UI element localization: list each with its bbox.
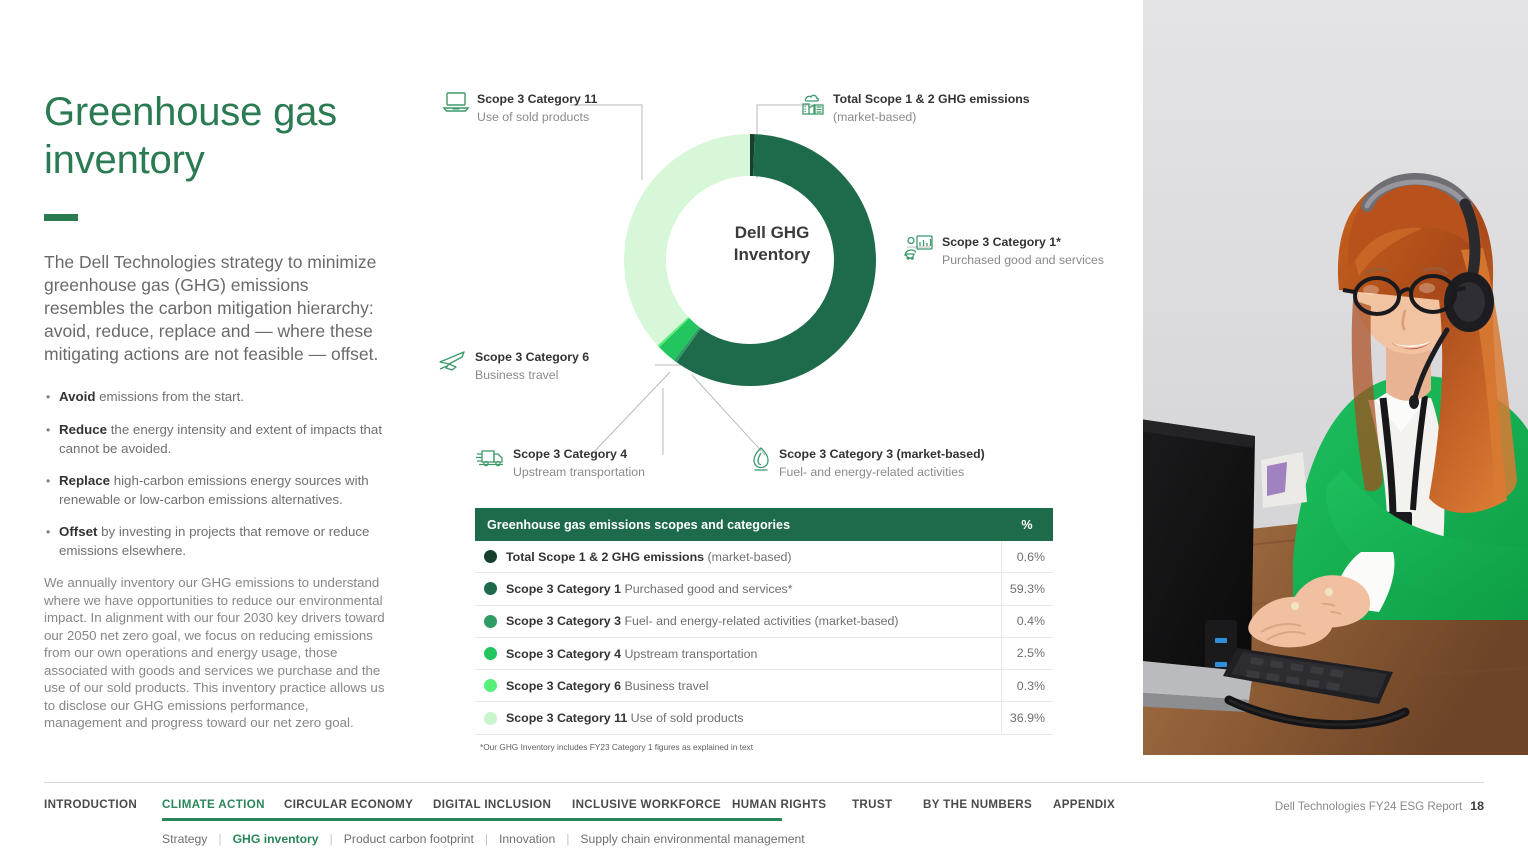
truck-icon xyxy=(476,446,506,475)
page-number: 18 xyxy=(1470,799,1484,813)
legend-swatch xyxy=(484,582,497,595)
table-cell-label: Total Scope 1 & 2 GHG emissions (market-based) xyxy=(506,549,792,564)
nav-inclusive-workforce[interactable]: INCLUSIVE WORKFORCE xyxy=(572,798,721,811)
flame-icon xyxy=(750,446,772,477)
list-item-body: by investing in projects that remove or reduce emissions elsewhere. xyxy=(59,524,370,558)
table-cell-label: Scope 3 Category 11 Use of sold products xyxy=(506,711,744,726)
table-cell-percent: 36.9% xyxy=(1001,702,1053,734)
callout-title: Scope 3 Category 4 xyxy=(513,447,628,461)
ghg-donut-chart xyxy=(420,70,1120,490)
table-cell-percent: 0.6% xyxy=(1001,541,1053,573)
subnav-separator: | xyxy=(218,832,222,846)
callout-scope3-cat1 xyxy=(903,233,1104,269)
table-cell-percent: 59.3% xyxy=(1001,573,1053,605)
subnav-ghg-inventory[interactable]: GHG inventory xyxy=(232,832,319,846)
subnav-supply-chain[interactable]: Supply chain environmental management xyxy=(580,832,805,846)
list-item xyxy=(44,421,389,458)
list-item-body: emissions from the start. xyxy=(95,389,244,404)
intro-paragraph: The Dell Technologies strategy to minimize greenhouse gas (GHG) emissions resembles the carbon mitigation hierarchy: avoid, reduce, replace and — where these mitigating actions are not feasible — offset. xyxy=(44,252,379,364)
table-header-row xyxy=(475,508,1053,541)
ghg-emissions-table xyxy=(475,508,1053,735)
table-header-percent: % xyxy=(1021,517,1033,532)
table-cell-percent: 0.4% xyxy=(1001,605,1053,637)
nav-human-rights[interactable]: HUMAN RIGHTS xyxy=(732,798,827,811)
bullet-marker-icon: • xyxy=(46,423,51,437)
list-item-text xyxy=(59,388,244,407)
donut-center-label xyxy=(712,222,832,266)
nav-circular-economy[interactable]: CIRCULAR ECONOMY xyxy=(284,798,414,811)
legend-swatch xyxy=(484,679,497,692)
list-item-text xyxy=(59,421,389,458)
nav-appendix[interactable]: APPENDIX xyxy=(1053,798,1116,811)
list-item xyxy=(44,472,389,509)
callout-scope3-cat11 xyxy=(442,90,597,126)
subnav-innovation[interactable]: Innovation xyxy=(499,832,556,846)
table-cell-percent: 0.3% xyxy=(1001,670,1053,702)
callout-title: Scope 3 Category 11 xyxy=(477,92,598,106)
page-title: Greenhouse gas inventory xyxy=(44,90,337,182)
callout-title: Total Scope 1 & 2 GHG emissions xyxy=(833,92,1030,106)
list-item-text xyxy=(59,523,389,560)
donut-center-line2: Inventory xyxy=(733,245,811,264)
table-row xyxy=(475,541,1053,573)
legend-swatch xyxy=(484,647,497,660)
callout-scope3-cat6 xyxy=(438,348,589,384)
mitigation-hierarchy-list xyxy=(44,388,389,560)
callout-subtitle: Business travel xyxy=(475,368,559,382)
table-cell-label: Scope 3 Category 3 Fuel- and energy-related activities (market-based) xyxy=(506,614,899,629)
nav-digital-inclusion[interactable]: DIGITAL INCLUSION xyxy=(433,798,552,811)
list-item-body: the energy intensity and extent of impacts that cannot be avoided. xyxy=(59,422,383,456)
body-paragraph: We annually inventory our GHG emissions to understand where we have opportunities to reduce our environmental impact. In alignment with our four 2030 key drivers toward our 2050 net zero goal, we focus on reducing emissions from our own operations and energy usage, those associated with goods and services we purchase and the use of our sold products. This inventory practice allows us to disclose our GHG emissions performance, management and progress toward our net zero goal. xyxy=(44,575,385,730)
factory-icon xyxy=(800,91,826,121)
hero-photo xyxy=(1143,0,1528,755)
subnav-separator: | xyxy=(484,832,488,846)
airplane-icon xyxy=(438,349,468,378)
laptop-icon xyxy=(442,91,470,118)
donut-center-line1: Dell GHG xyxy=(734,223,810,242)
callout-subtitle: Upstream transportation xyxy=(513,465,645,479)
left-content-column xyxy=(44,88,389,732)
sub-nav xyxy=(162,830,805,848)
callout-scope3-cat3 xyxy=(750,445,985,481)
table-cell-label: Scope 3 Category 1 Purchased good and services* xyxy=(506,581,793,596)
list-item-term: Replace xyxy=(59,473,110,488)
subnav-product-carbon-footprint[interactable]: Product carbon footprint xyxy=(343,832,474,846)
legend-swatch xyxy=(484,615,497,628)
subnav-strategy[interactable]: Strategy xyxy=(162,832,208,846)
list-item-body: high-carbon emissions energy sources with renewable or low-carbon emissions alternatives. xyxy=(59,473,369,507)
table-header-categories: Greenhouse gas emissions scopes and categories xyxy=(487,517,791,532)
bullet-marker-icon: • xyxy=(46,474,51,488)
callout-subtitle: Use of sold products xyxy=(477,110,590,124)
list-item-term: Offset xyxy=(59,524,98,539)
callout-total-scope12 xyxy=(800,90,1030,126)
table-row xyxy=(475,638,1053,670)
page-meta xyxy=(1275,799,1484,813)
footer-divider xyxy=(44,782,1484,783)
cart-screen-icon xyxy=(903,234,935,265)
donut-chart-svg xyxy=(420,70,1120,490)
list-item xyxy=(44,523,389,560)
legend-swatch xyxy=(484,712,497,725)
callout-title: Scope 3 Category 3 (market-based) xyxy=(779,447,985,461)
list-item-term: Avoid xyxy=(59,389,96,404)
photo-illustration xyxy=(1143,0,1528,755)
nav-active-underline xyxy=(162,818,782,821)
table-cell-percent: 2.5% xyxy=(1001,637,1053,669)
table-cell-label: Scope 3 Category 4 Upstream transportation xyxy=(506,646,758,661)
callout-subtitle: Fuel- and energy-related activities xyxy=(779,465,965,479)
title-divider xyxy=(44,214,78,221)
nav-trust[interactable]: TRUST xyxy=(852,798,893,811)
callout-title: Scope 3 Category 6 xyxy=(475,350,590,364)
bullet-marker-icon: • xyxy=(46,525,51,539)
list-item-text xyxy=(59,472,389,509)
table-row xyxy=(475,606,1053,638)
callout-title: Scope 3 Category 1* xyxy=(942,235,1061,249)
subnav-separator: | xyxy=(329,832,333,846)
list-item xyxy=(44,388,389,407)
nav-introduction[interactable]: INTRODUCTION xyxy=(44,798,138,811)
list-item-term: Reduce xyxy=(59,422,108,437)
nav-climate-action[interactable]: CLIMATE ACTION xyxy=(162,798,265,811)
table-cell-label: Scope 3 Category 6 Business travel xyxy=(506,678,709,693)
callout-scope3-cat4 xyxy=(476,445,645,481)
bullet-marker-icon: • xyxy=(46,390,51,404)
nav-by-the-numbers[interactable]: BY THE NUMBERS xyxy=(923,798,1033,811)
callout-subtitle: Purchased good and services xyxy=(942,253,1105,267)
table-row xyxy=(475,573,1053,605)
subnav-separator: | xyxy=(566,832,570,846)
legend-swatch xyxy=(484,550,497,563)
section-nav xyxy=(44,798,1144,818)
callout-subtitle: (market-based) xyxy=(833,110,917,124)
table-footnote: *Our GHG Inventory includes FY23 Category 1 figures as explained in text xyxy=(480,742,754,752)
table-row xyxy=(475,670,1053,702)
report-name: Dell Technologies FY24 ESG Report xyxy=(1274,800,1463,813)
table-row xyxy=(475,702,1053,734)
